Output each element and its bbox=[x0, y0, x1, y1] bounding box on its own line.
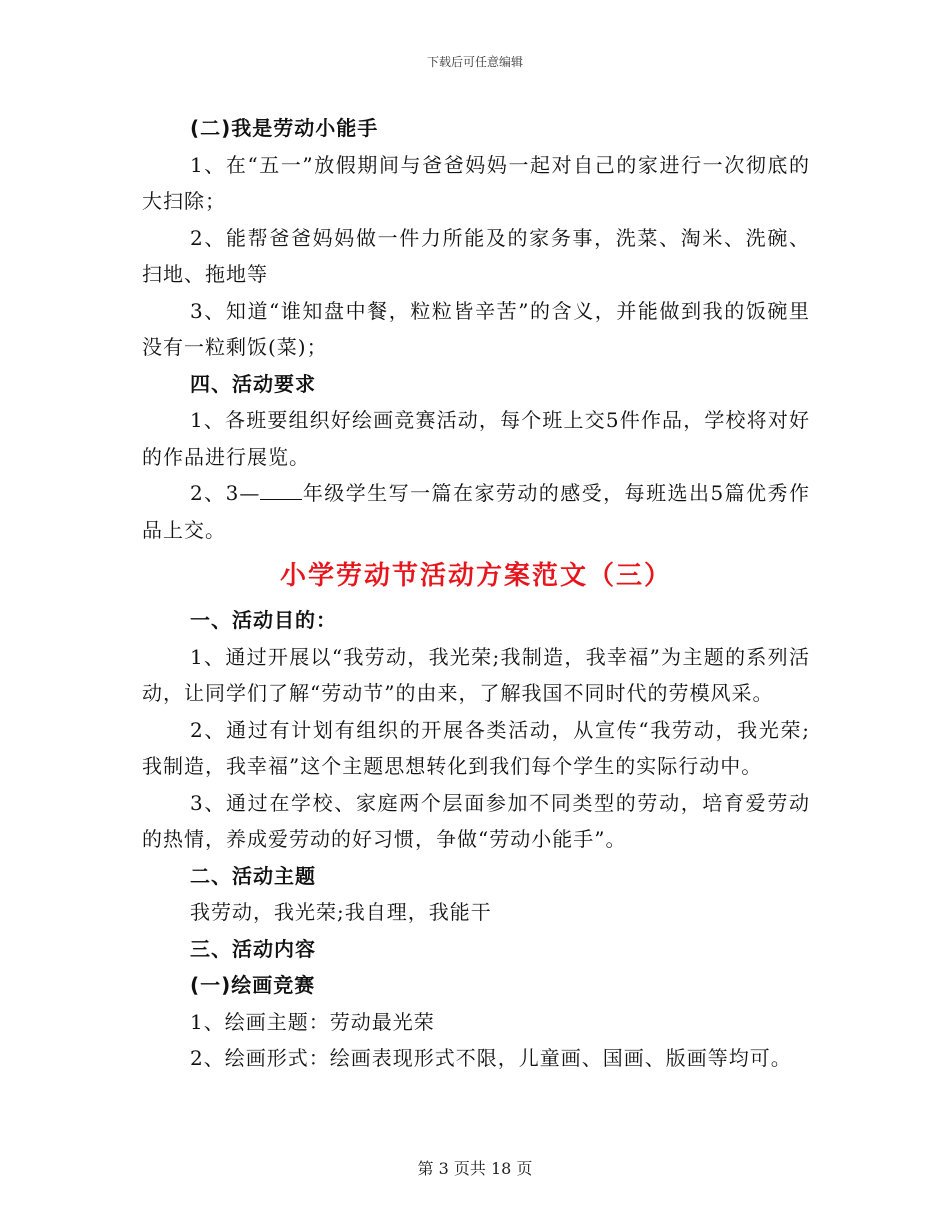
paragraph: 1、绘画主题：劳动最光荣 bbox=[190, 1009, 435, 1034]
paragraph-text-after-blank: 年级学生写一篇在家劳动的感受，每班选出5篇优秀作品上交。 bbox=[142, 481, 810, 542]
section-heading: (一)绘画竞赛 bbox=[190, 973, 316, 997]
paragraph-text-before-blank: 2、3— bbox=[190, 481, 261, 505]
section-heading: 二、活动主题 bbox=[190, 863, 316, 888]
paragraph: 1、在“五一”放假期间与爸爸妈妈一起对自己的家进行一次彻底的大扫除； bbox=[142, 152, 810, 213]
paragraph: 3、知道“谁知盘中餐，粒粒皆辛苦”的含义，并能做到我的饭碗里没有一粒剩饭(菜)； bbox=[142, 298, 810, 359]
section-heading: 三、活动内容 bbox=[190, 936, 316, 961]
section-heading: (二)我是劳动小能手 bbox=[190, 116, 379, 140]
paragraph: 2、绘画形式：绘画表现形式不限，儿童画、国画、版画等均可。 bbox=[190, 1046, 792, 1070]
paragraph: 3、通过在学校、家庭两个层面参加不同类型的劳动，培育爱劳动的热情，养成爱劳动的好习惯，争做“劳动小能手”。 bbox=[142, 790, 810, 851]
paragraph: 2、通过有计划有组织的开展各类活动，从宣传“我劳动，我光荣;我制造，我幸福”这个主题思想转化到我们每个学生的实际行动中。 bbox=[142, 717, 810, 778]
page-header-note: 下载后可任意编辑 bbox=[426, 55, 523, 69]
page-footer: 第 3 页共 18 页 bbox=[417, 1159, 533, 1178]
section-heading: 四、活动要求 bbox=[190, 371, 316, 396]
section-title: 小学劳动节活动方案范文（三） bbox=[279, 561, 672, 591]
paragraph: 我劳动，我光荣;我自理，我能干 bbox=[190, 900, 492, 924]
paragraph: 1、通过开展以“我劳动，我光荣;我制造，我幸福”为主题的系列活动，让同学们了解“劳动节”的由来，了解我国不同时代的劳模风采。 bbox=[142, 644, 810, 705]
paragraph: 1、各班要组织好绘画竞赛活动，每个班上交5件作品，学校将对好的作品进行展览。 bbox=[142, 408, 810, 469]
paragraph: 2、能帮爸爸妈妈做一件力所能及的家务事，洗菜、淘米、洗碗、扫地、拖地等 bbox=[142, 225, 810, 286]
fill-in-blank bbox=[260, 485, 302, 500]
section-heading: 一、活动目的： bbox=[190, 608, 337, 632]
document-body bbox=[142, 110, 810, 1077]
paragraph bbox=[142, 475, 810, 548]
